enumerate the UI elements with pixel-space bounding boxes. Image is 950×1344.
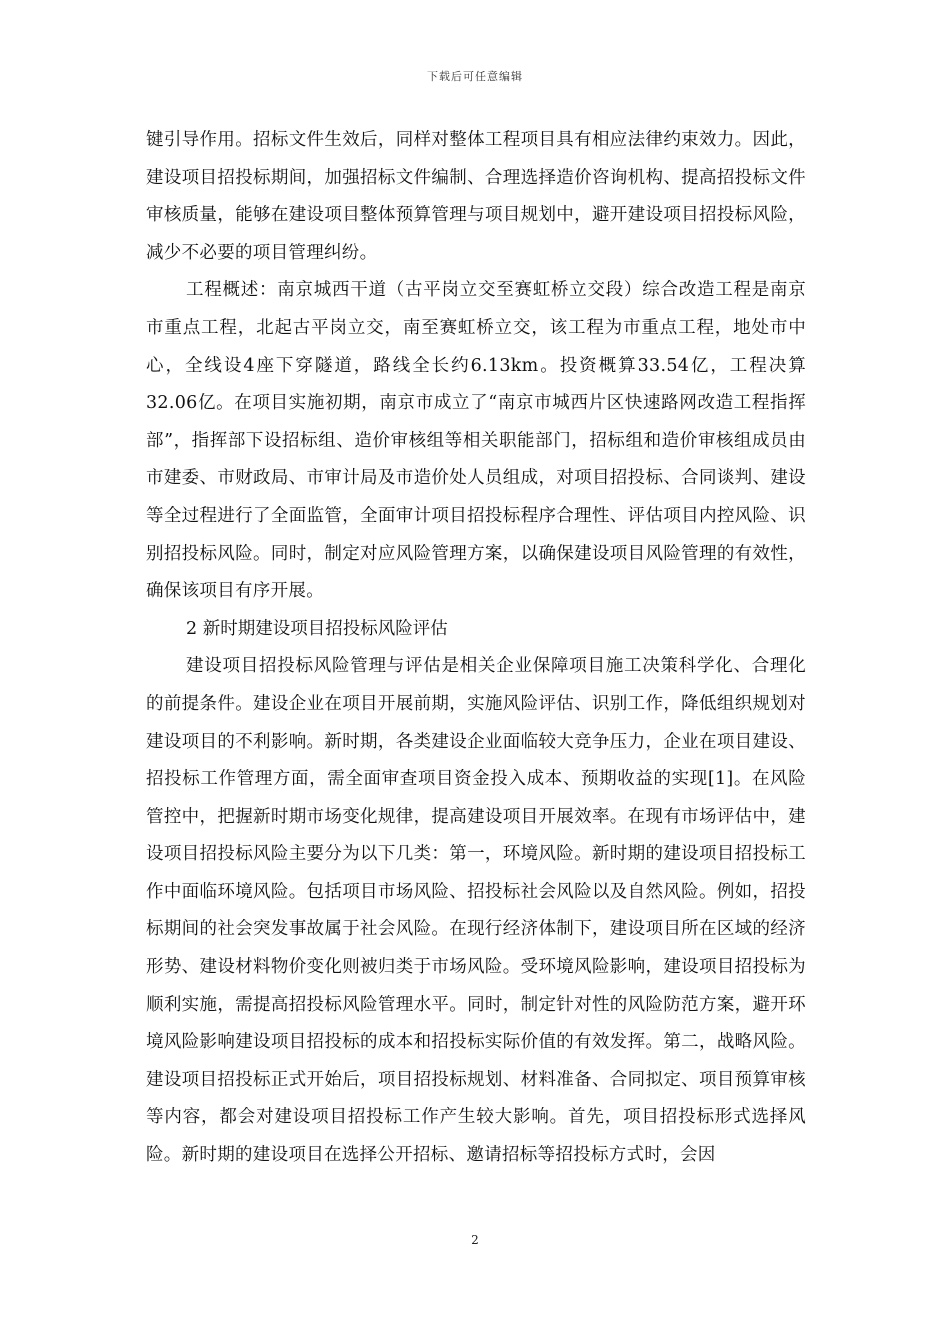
document-body — [146, 122, 806, 1175]
section-heading: 2 新时期建设项目招投标风险评估 — [186, 618, 448, 639]
page-number: 2 — [471, 1233, 479, 1247]
paragraph-continuation: 键引导作用。招标文件生效后，同样对整体工程项目具有相应法律约束效力。因此，建设项目招投标期间，加强招标文件编制、合理选择造价咨询机构、提高招投标文件审核质量，能够在建设项目整体预算管理与项目规划中，避开建设项目招投标风险，减少不必要的项目管理纠纷。 — [146, 130, 806, 263]
paragraph-risk-assessment: 建设项目招投标风险管理与评估是相关企业保障项目施工决策科学化、合理化的前提条件。建设企业在项目开展前期，实施风险评估、识别工作，降低组织规划对建设项目的不利影响。新时期，各类建设企业面临较大竞争压力，企业在项目建设、招投标工作管理方面，需全面审查项目资金投入成本、预期收益的实现[1]。在风险管控中，把握新时期市场变化规律，提高建设项目开展效率。在现有市场评估中，建设项目招投标风险主要分为以下几类：第一，环境风险。新时期的建设项目招投标工作中面临环境风险。包括项目市场风险、招投标社会风险以及自然风险。例如，招投标期间的社会突发事故属于社会风险。在现行经济体制下，建设项目所在区域的经济形势、建设材料物价变化则被归类于市场风险。受环境风险影响，建设项目招投标为顺利实施，需提高招投标风险管理水平。同时，制定针对性的风险防范方案，避开环境风险影响建设项目招投标的成本和招投标实际价值的有效发挥。第二，战略风险。建设项目招投标正式开始后，项目招投标规划、材料准备、合同拟定、项目预算审核等内容，都会对建设项目招投标工作产生较大影响。首先，项目招投标形式选择风险。新时期的建设项目在选择公开招标、邀请招标等招投标方式时，会因 — [146, 656, 806, 1166]
page-header: 下载后可任意编辑 — [427, 70, 523, 83]
paragraph-project-overview: 工程概述：南京城西干道（古平岗立交至赛虹桥立交段）综合改造工程是南京市重点工程，北起古平岗立交，南至赛虹桥立交，该工程为市重点工程，地处市中心，全线设4座下穿隧道，路线全长约6.13km。投资概算33.54亿，工程决算32.06亿。在项目实施初期，南京市成立了“南京市城西片区快速路网改造工程指挥部”，指挥部下设招标组、造价审核组等相关职能部门，招标组和造价审核组成员由市建委、市财政局、市审计局及市造价处人员组成，对项目招投标、合同谈判、建设等全过程进行了全面监管，全面审计项目招投标程序合理性、评估项目内控风险、识别招投标风险。同时，制定对应风险管理方案，以确保建设项目风险管理的有效性，确保该项目有序开展。 — [146, 280, 806, 602]
